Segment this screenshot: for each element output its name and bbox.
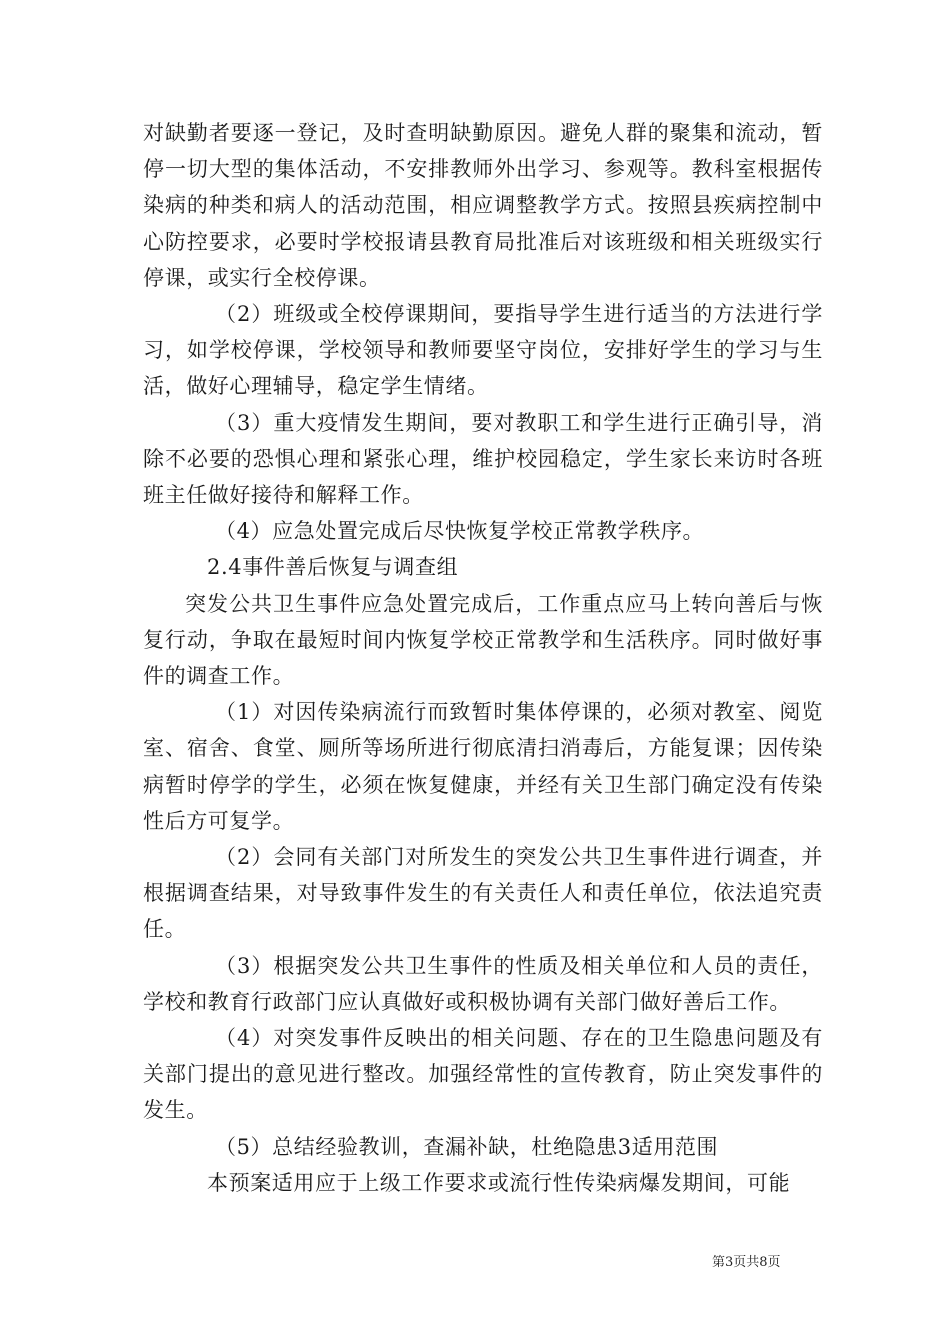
paragraph-aftermath-intro: 突发公共卫生事件应急处置完成后，工作重点应马上转向善后与恢复行动，争取在最短时间内恢复学校正常教学和生活秩序。同时做好事件的调查工作。 [143, 591, 823, 689]
paragraph-class-attendance: 对缺勤者要逐一登记，及时查明缺勤原因。避免人群的聚集和流动，暂停一切大型的集体活动，不安排教师外出学习、参观等。教科室根据传染病的种类和病人的活动范围，相应调整教学方式。按照县疾病控制中心防控要求，必要时学校报请县教育局批准后对该班级和相关班级实行停课，或实行全校停课。 [143, 121, 823, 290]
paragraph-item-2-class-suspension: （2）班级或全校停课期间，要指导学生进行适当的方法进行学习，如学校停课，学校领导和教师要坚守岗位，安排好学生的学习与生活，做好心理辅导，稳定学生情绪。 [143, 302, 823, 399]
paragraph-item-3-epidemic-guidance: （3）重大疫情发生期间，要对教职工和学生进行正确引导，消除不必要的恐惧心理和紧张心理，维护校园稳定，学生家长来访时各班班主任做好接待和解释工作。 [143, 410, 823, 508]
paragraph-aftermath-item-1: （1）对因传染病流行而致暂时集体停课的，必须对教室、阅览室、宿舍、食堂、厕所等场所进行彻底清扫消毒后，方能复课；因传染病暂时停学的学生，必须在恢复健康，并经有关卫生部门确定没有传染性后方可复学。 [143, 700, 823, 833]
paragraph-scope: 本预案适用应于上级工作要求或流行性传染病爆发期间，可能 [207, 1170, 791, 1195]
page-number-footer: 第3页共8页 [712, 1255, 781, 1270]
paragraph-aftermath-item-5: （5）总结经验教训，查漏补缺，杜绝隐患3适用范围 [215, 1134, 719, 1159]
paragraph-aftermath-item-4: （4）对突发事件反映出的相关问题、存在的卫生隐患问题及有关部门提出的意见进行整改。加强经常性的宣传教育，防止突发事件的发生。 [143, 1026, 823, 1123]
paragraph-aftermath-item-2: （2）会同有关部门对所发生的突发公共卫生事件进行调查，并根据调查结果，对导致事件发生的有关责任人和责任单位，依法追究责任。 [143, 845, 823, 942]
paragraph-aftermath-item-3: （3）根据突发公共卫生事件的性质及相关单位和人员的责任，学校和教育行政部门应认真做好或积极协调有关部门做好善后工作。 [143, 953, 823, 1014]
document-body [143, 115, 823, 1201]
section-heading-2-4: 2.4事件善后恢复与调查组 [207, 555, 459, 580]
paragraph-item-4-restore-order: （4）应急处置完成后尽快恢复学校正常教学秩序。 [215, 519, 705, 544]
